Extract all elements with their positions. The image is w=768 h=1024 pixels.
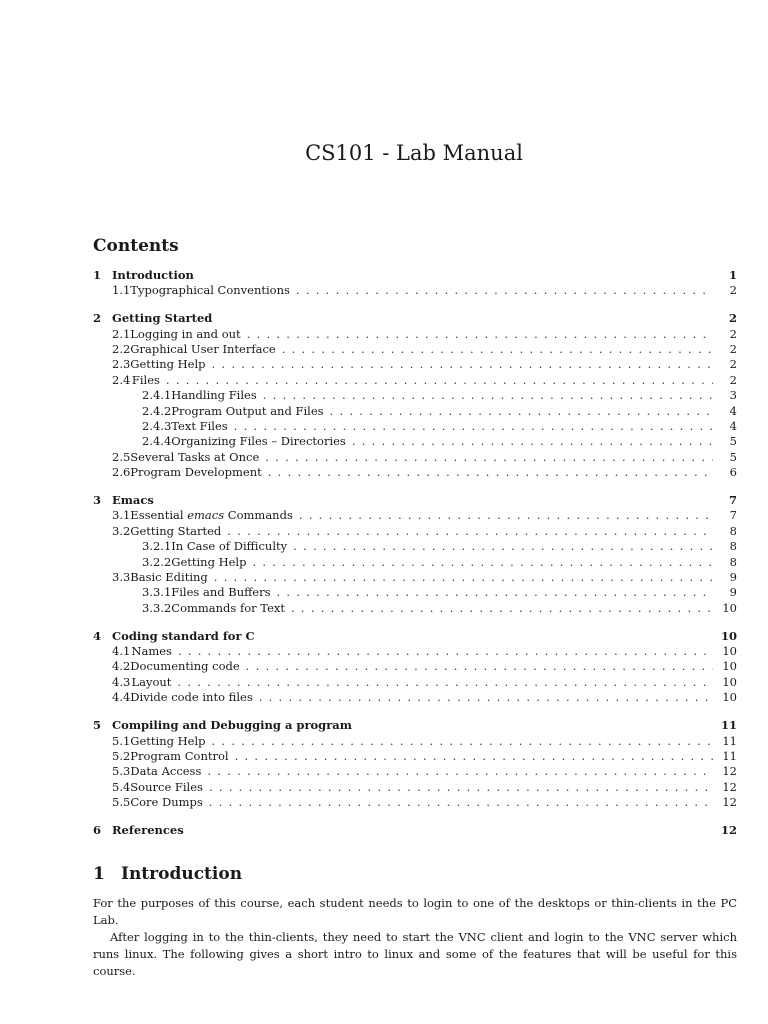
toc-entry-page: 10	[720, 628, 737, 643]
toc-entry-page: 8	[729, 539, 737, 554]
toc-entry-number: 5.1	[112, 733, 131, 748]
toc-entry-4-3[interactable]	[93, 675, 737, 690]
toc-entry-page: 2	[729, 372, 737, 387]
toc-dot-leader	[207, 764, 713, 779]
toc-dot-leader	[330, 404, 713, 419]
toc-entry-label: Getting Help	[171, 554, 247, 569]
toc-dot-leader	[177, 675, 713, 690]
toc-entry-page: 10	[722, 659, 737, 674]
toc-entry-number: 3	[93, 493, 102, 508]
toc-entry-number: 4.4	[112, 690, 131, 705]
toc-entry-page: 4	[729, 403, 737, 418]
toc-entry-4[interactable]	[93, 629, 737, 644]
toc-entry-page: 2	[729, 342, 737, 357]
toc-entry-label: Getting Started	[112, 311, 213, 326]
toc-entry-2-4[interactable]	[93, 373, 737, 388]
toc-entry-page: 12	[722, 779, 737, 794]
toc-entry-number: 3.3.2	[142, 600, 172, 615]
toc-entry-number: 5.5	[112, 795, 131, 810]
toc-dot-leader	[296, 283, 713, 298]
toc-entry-6[interactable]	[93, 823, 737, 838]
toc-entry-2-4-4[interactable]	[93, 434, 737, 449]
section-heading-introduction	[93, 864, 242, 884]
toc-entry-number: 2.4.4	[142, 434, 172, 449]
toc-entry-page: 11	[720, 718, 737, 733]
toc-entry-number: 5.3	[112, 764, 131, 779]
introduction-body	[93, 895, 737, 980]
toc-entry-number: 5.4	[112, 779, 131, 794]
toc-entry-label: Logging in and out	[130, 326, 241, 341]
toc-entry-label: Coding standard for C	[112, 628, 255, 643]
toc-entry-number: 4.2	[112, 659, 131, 674]
toc-dot-leader	[265, 450, 713, 465]
toc-entry-number: 4	[93, 628, 102, 643]
toc-entry-label: Program Output and Files	[171, 403, 324, 418]
toc-entry-page: 8	[729, 523, 737, 538]
toc-entry-page: 12	[720, 823, 737, 837]
toc-entry-page: 10	[722, 674, 737, 689]
table-of-contents	[93, 268, 737, 851]
paragraph: After logging in to the thin-clients, they need to start the VNC client and login to the VNC server which runs linux. The following gives a short intro to linux and some of the features that will be useful for this course.	[93, 930, 737, 978]
toc-dot-leader	[214, 570, 713, 585]
toc-entry-2-2[interactable]	[93, 342, 737, 357]
toc-entry-number: 4.1	[112, 644, 131, 659]
toc-entry-label: Documenting code	[130, 659, 240, 674]
toc-entry-2-3[interactable]	[93, 357, 737, 372]
toc-dot-leader	[276, 585, 713, 600]
toc-dot-leader	[259, 690, 713, 705]
toc-section-1	[93, 268, 737, 299]
section-heading-text: Introduction	[121, 864, 243, 884]
toc-dot-leader	[263, 388, 713, 403]
toc-entry-number: 1.1	[112, 283, 131, 298]
toc-entry-number: 3.2.2	[142, 554, 172, 569]
toc-entry-page: 12	[722, 764, 737, 779]
toc-entry-number: 3.2	[112, 523, 131, 538]
toc-entry-page: 11	[722, 733, 737, 748]
toc-entry-number: 1	[93, 268, 102, 282]
toc-entry-3-2-2[interactable]	[93, 555, 737, 570]
toc-dot-leader	[268, 465, 713, 480]
toc-entry-1[interactable]	[93, 268, 737, 283]
toc-entry-label: Core Dumps	[130, 795, 203, 810]
toc-dot-leader	[209, 780, 713, 795]
toc-entry-label: Source Files	[130, 779, 203, 794]
toc-entry-number: 3.2.1	[142, 539, 172, 554]
toc-entry-label: References	[112, 823, 184, 837]
toc-entry-3[interactable]	[93, 493, 737, 508]
toc-entry-5-2[interactable]	[93, 749, 737, 764]
toc-dot-leader	[293, 539, 713, 554]
toc-entry-2-1[interactable]	[93, 327, 737, 342]
toc-entry-label: Getting Started	[130, 523, 222, 538]
toc-entry-page: 4	[729, 419, 737, 434]
toc-entry-number: 2.4	[112, 372, 131, 387]
paragraph: For the purposes of this course, each student needs to login to one of the desktops or thin-clients in the PC Lab.	[93, 896, 737, 927]
toc-entry-label-post: Commands	[227, 508, 293, 523]
document-title: CS101 - Lab Manual	[305, 141, 523, 165]
toc-dot-leader	[227, 524, 713, 539]
toc-entry-page: 9	[729, 585, 737, 600]
toc-entry-5-1[interactable]	[93, 734, 737, 749]
toc-entry-label: Introduction	[112, 268, 194, 282]
toc-entry-label: Compiling and Debugging a program	[112, 718, 352, 733]
toc-entry-page: 7	[728, 493, 737, 508]
toc-entry-page: 11	[722, 748, 737, 763]
toc-entry-label: Getting Help	[130, 733, 206, 748]
toc-entry-4-4[interactable]	[93, 690, 737, 705]
toc-entry-page: 7	[729, 508, 737, 523]
toc-entry-number: 3.3	[112, 570, 131, 585]
toc-entry-label: Commands for Text	[171, 600, 286, 615]
toc-entry-page: 6	[729, 465, 737, 480]
toc-entry-2-5[interactable]	[93, 450, 737, 465]
toc-entry-number: 2.6	[112, 465, 131, 480]
toc-section-2	[93, 311, 737, 480]
toc-entry-label: Handling Files	[171, 388, 257, 403]
toc-entry-label: Files and Buffers	[171, 585, 271, 600]
toc-entry-5-4[interactable]	[93, 780, 737, 795]
toc-entry-page: 10	[722, 690, 737, 705]
toc-entry-3-1[interactable]	[93, 508, 737, 523]
toc-entry-number: 2.1	[112, 326, 131, 341]
toc-section-3	[93, 493, 737, 616]
toc-section-4	[93, 629, 737, 706]
toc-entry-label: Layout	[131, 674, 172, 689]
toc-entry-label: In Case of Difficulty	[171, 539, 288, 554]
toc-entry-3-2[interactable]	[93, 524, 737, 539]
toc-entry-number: 3.1	[112, 508, 131, 523]
toc-entry-number: 5.2	[112, 748, 131, 763]
toc-section-6	[93, 823, 737, 838]
toc-dot-leader	[352, 434, 713, 449]
toc-entry-page: 3	[729, 388, 737, 403]
toc-entry-page: 10	[722, 600, 737, 615]
toc-entry-3-2-1[interactable]	[93, 539, 737, 554]
toc-entry-label: Text Files	[171, 419, 228, 434]
toc-entry-page: 2	[729, 357, 737, 372]
toc-entry-number: 2.4.2	[142, 403, 172, 418]
toc-entry-label	[130, 508, 293, 523]
toc-entry-3-3[interactable]	[93, 570, 737, 585]
toc-entry-label: Files	[131, 372, 160, 387]
toc-entry-page: 9	[729, 570, 737, 585]
toc-entry-label: Getting Help	[130, 357, 206, 372]
toc-entry-3-3-1[interactable]	[93, 585, 737, 600]
toc-entry-4-2[interactable]	[93, 659, 737, 674]
toc-entry-page: 5	[729, 434, 737, 449]
toc-dot-leader	[212, 734, 713, 749]
toc-entry-number: 2	[93, 311, 102, 326]
toc-entry-2[interactable]	[93, 311, 737, 326]
toc-entry-number: 2.2	[112, 342, 131, 357]
toc-entry-label: Data Access	[130, 764, 202, 779]
toc-entry-3-3-2[interactable]	[93, 601, 737, 616]
toc-dot-leader	[291, 601, 713, 616]
toc-entry-page: 2	[728, 311, 737, 326]
toc-entry-label-pre: Essential	[130, 508, 184, 523]
toc-entry-2-4-3[interactable]	[93, 419, 737, 434]
toc-dot-leader	[235, 749, 713, 764]
toc-entry-page: 5	[729, 449, 737, 464]
contents-heading: Contents	[93, 236, 179, 256]
toc-entry-page: 2	[729, 283, 737, 298]
toc-dot-leader	[299, 508, 713, 523]
toc-entry-2-4-1[interactable]	[93, 388, 737, 403]
toc-entry-2-4-2[interactable]	[93, 404, 737, 419]
toc-entry-label: Divide code into files	[130, 690, 253, 705]
toc-entry-label: Names	[131, 644, 172, 659]
toc-entry-number: 3.3.1	[142, 585, 172, 600]
toc-dot-leader	[166, 373, 713, 388]
toc-entry-page: 12	[722, 795, 737, 810]
toc-entry-label: Graphical User Interface	[130, 342, 276, 357]
toc-entry-number: 4.3	[112, 674, 131, 689]
toc-entry-5[interactable]	[93, 718, 737, 733]
toc-entry-number: 2.5	[112, 449, 131, 464]
toc-entry-label: Basic Editing	[130, 570, 208, 585]
toc-entry-number: 6	[93, 823, 102, 837]
toc-dot-leader	[282, 342, 713, 357]
section-heading-number: 1	[93, 864, 105, 884]
toc-dot-leader	[234, 419, 713, 434]
toc-entry-label-em: emacs	[187, 508, 225, 523]
toc-entry-label: Program Development	[130, 465, 262, 480]
toc-dot-leader	[246, 659, 713, 674]
toc-entry-page: 1	[728, 268, 737, 282]
toc-entry-page: 2	[729, 326, 737, 341]
toc-entry-label: Typographical Conventions	[130, 283, 290, 298]
toc-entry-5-3[interactable]	[93, 764, 737, 779]
toc-entry-label: Program Control	[130, 748, 229, 763]
toc-entry-4-1[interactable]	[93, 644, 737, 659]
toc-entry-label: Organizing Files – Directories	[171, 434, 346, 449]
toc-entry-5-5[interactable]	[93, 795, 737, 810]
toc-section-5	[93, 718, 737, 810]
toc-entry-label: Emacs	[112, 493, 154, 508]
toc-entry-page: 8	[729, 554, 737, 569]
toc-entry-number: 2.3	[112, 357, 131, 372]
toc-entry-1-1[interactable]	[93, 283, 737, 298]
toc-entry-label: Several Tasks at Once	[130, 449, 260, 464]
toc-entry-page: 10	[722, 644, 737, 659]
toc-dot-leader	[178, 644, 713, 659]
toc-entry-2-6[interactable]	[93, 465, 737, 480]
toc-entry-number: 2.4.1	[142, 388, 172, 403]
toc-dot-leader	[209, 795, 713, 810]
toc-dot-leader	[252, 555, 713, 570]
toc-dot-leader	[212, 357, 713, 372]
toc-entry-number: 2.4.3	[142, 419, 172, 434]
toc-entry-number: 5	[93, 718, 102, 733]
toc-dot-leader	[247, 327, 713, 342]
